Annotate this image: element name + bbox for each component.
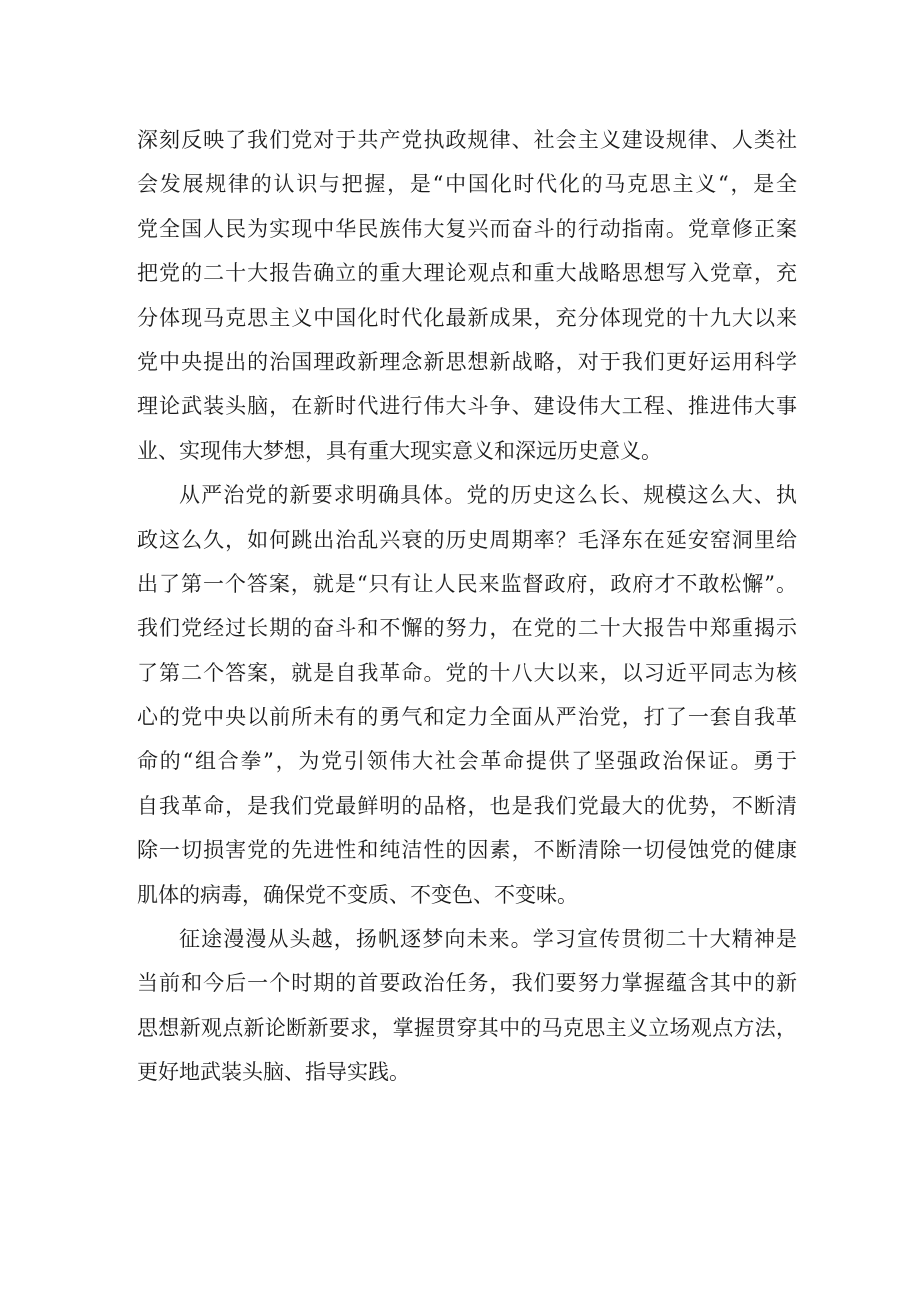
text-line: 党中央提出的治国理政新理念新思想新战略，对于我们更好运用科学 [137,349,797,374]
text-line: 更好地武装头脑、指导实践。 [137,1060,410,1085]
paragraph-2 [137,473,797,917]
text-line: 党全国人民为实现中华民族伟大复兴而奋斗的行动指南。党章修正案 [137,216,797,241]
text-line: 出了第一个答案，就是“只有让人民来监督政府，政府才不敢松懈”。 [137,571,797,596]
text-line: 自我革命，是我们党最鲜明的品格，也是我们党最大的优势，不断清 [137,793,797,818]
text-line: 当前和今后一个时期的首要政治任务，我们要努力掌握蕴含其中的新 [137,971,797,996]
text-line: 命的“组合拳”，为党引领伟大社会革命提供了坚强政治保证。勇于 [137,749,797,774]
text-line: 会发展规律的认识与把握，是“中国化时代化的马克思主义“，是全 [137,172,797,197]
text-line: 肌体的病毒，确保党不变质、不变色、不变味。 [137,882,578,907]
text-line: 征途漫漫从头越，扬帆逐梦向未来。学习宣传贯彻二十大精神是 [179,927,797,952]
paragraph-1 [137,118,797,473]
text-line: 政这么久，如何跳出治乱兴衰的历史周期率？毛泽东在延安窑洞里给 [137,527,797,552]
text-line: 把党的二十大报告确立的重大理论观点和重大战略思想写入党章，充 [137,261,797,286]
text-line: 理论武装头脑，在新时代进行伟大斗争、建设伟大工程、推进伟大事 [137,394,797,419]
text-line: 除一切损害党的先进性和纯洁性的因素，不断清除一切侵蚀党的健康 [137,838,797,863]
text-line: 心的党中央以前所未有的勇气和定力全面从严治党，打了一套自我革 [137,705,797,730]
text-line: 从严治党的新要求明确具体。党的历史这么长、规模这么大、执 [179,483,797,508]
text-line: 思想新观点新论断新要求，掌握贯穿其中的马克思主义立场观点方法， [137,1015,797,1040]
text-line: 了第二个答案，就是自我革命。党的十八大以来，以习近平同志为核 [137,660,797,685]
text-line: 深刻反映了我们党对于共产党执政规律、社会主义建设规律、人类社 [137,128,797,152]
text-line: 业、实现伟大梦想，具有重大现实意义和深远历史意义。 [137,438,662,463]
document-body [137,118,797,1095]
text-line: 我们党经过长期的奋斗和不懈的努力，在党的二十大报告中郑重揭示 [137,616,797,641]
text-line: 分体现马克思主义中国化时代化最新成果，充分体现党的十九大以来 [137,305,797,330]
paragraph-3 [137,917,797,1095]
